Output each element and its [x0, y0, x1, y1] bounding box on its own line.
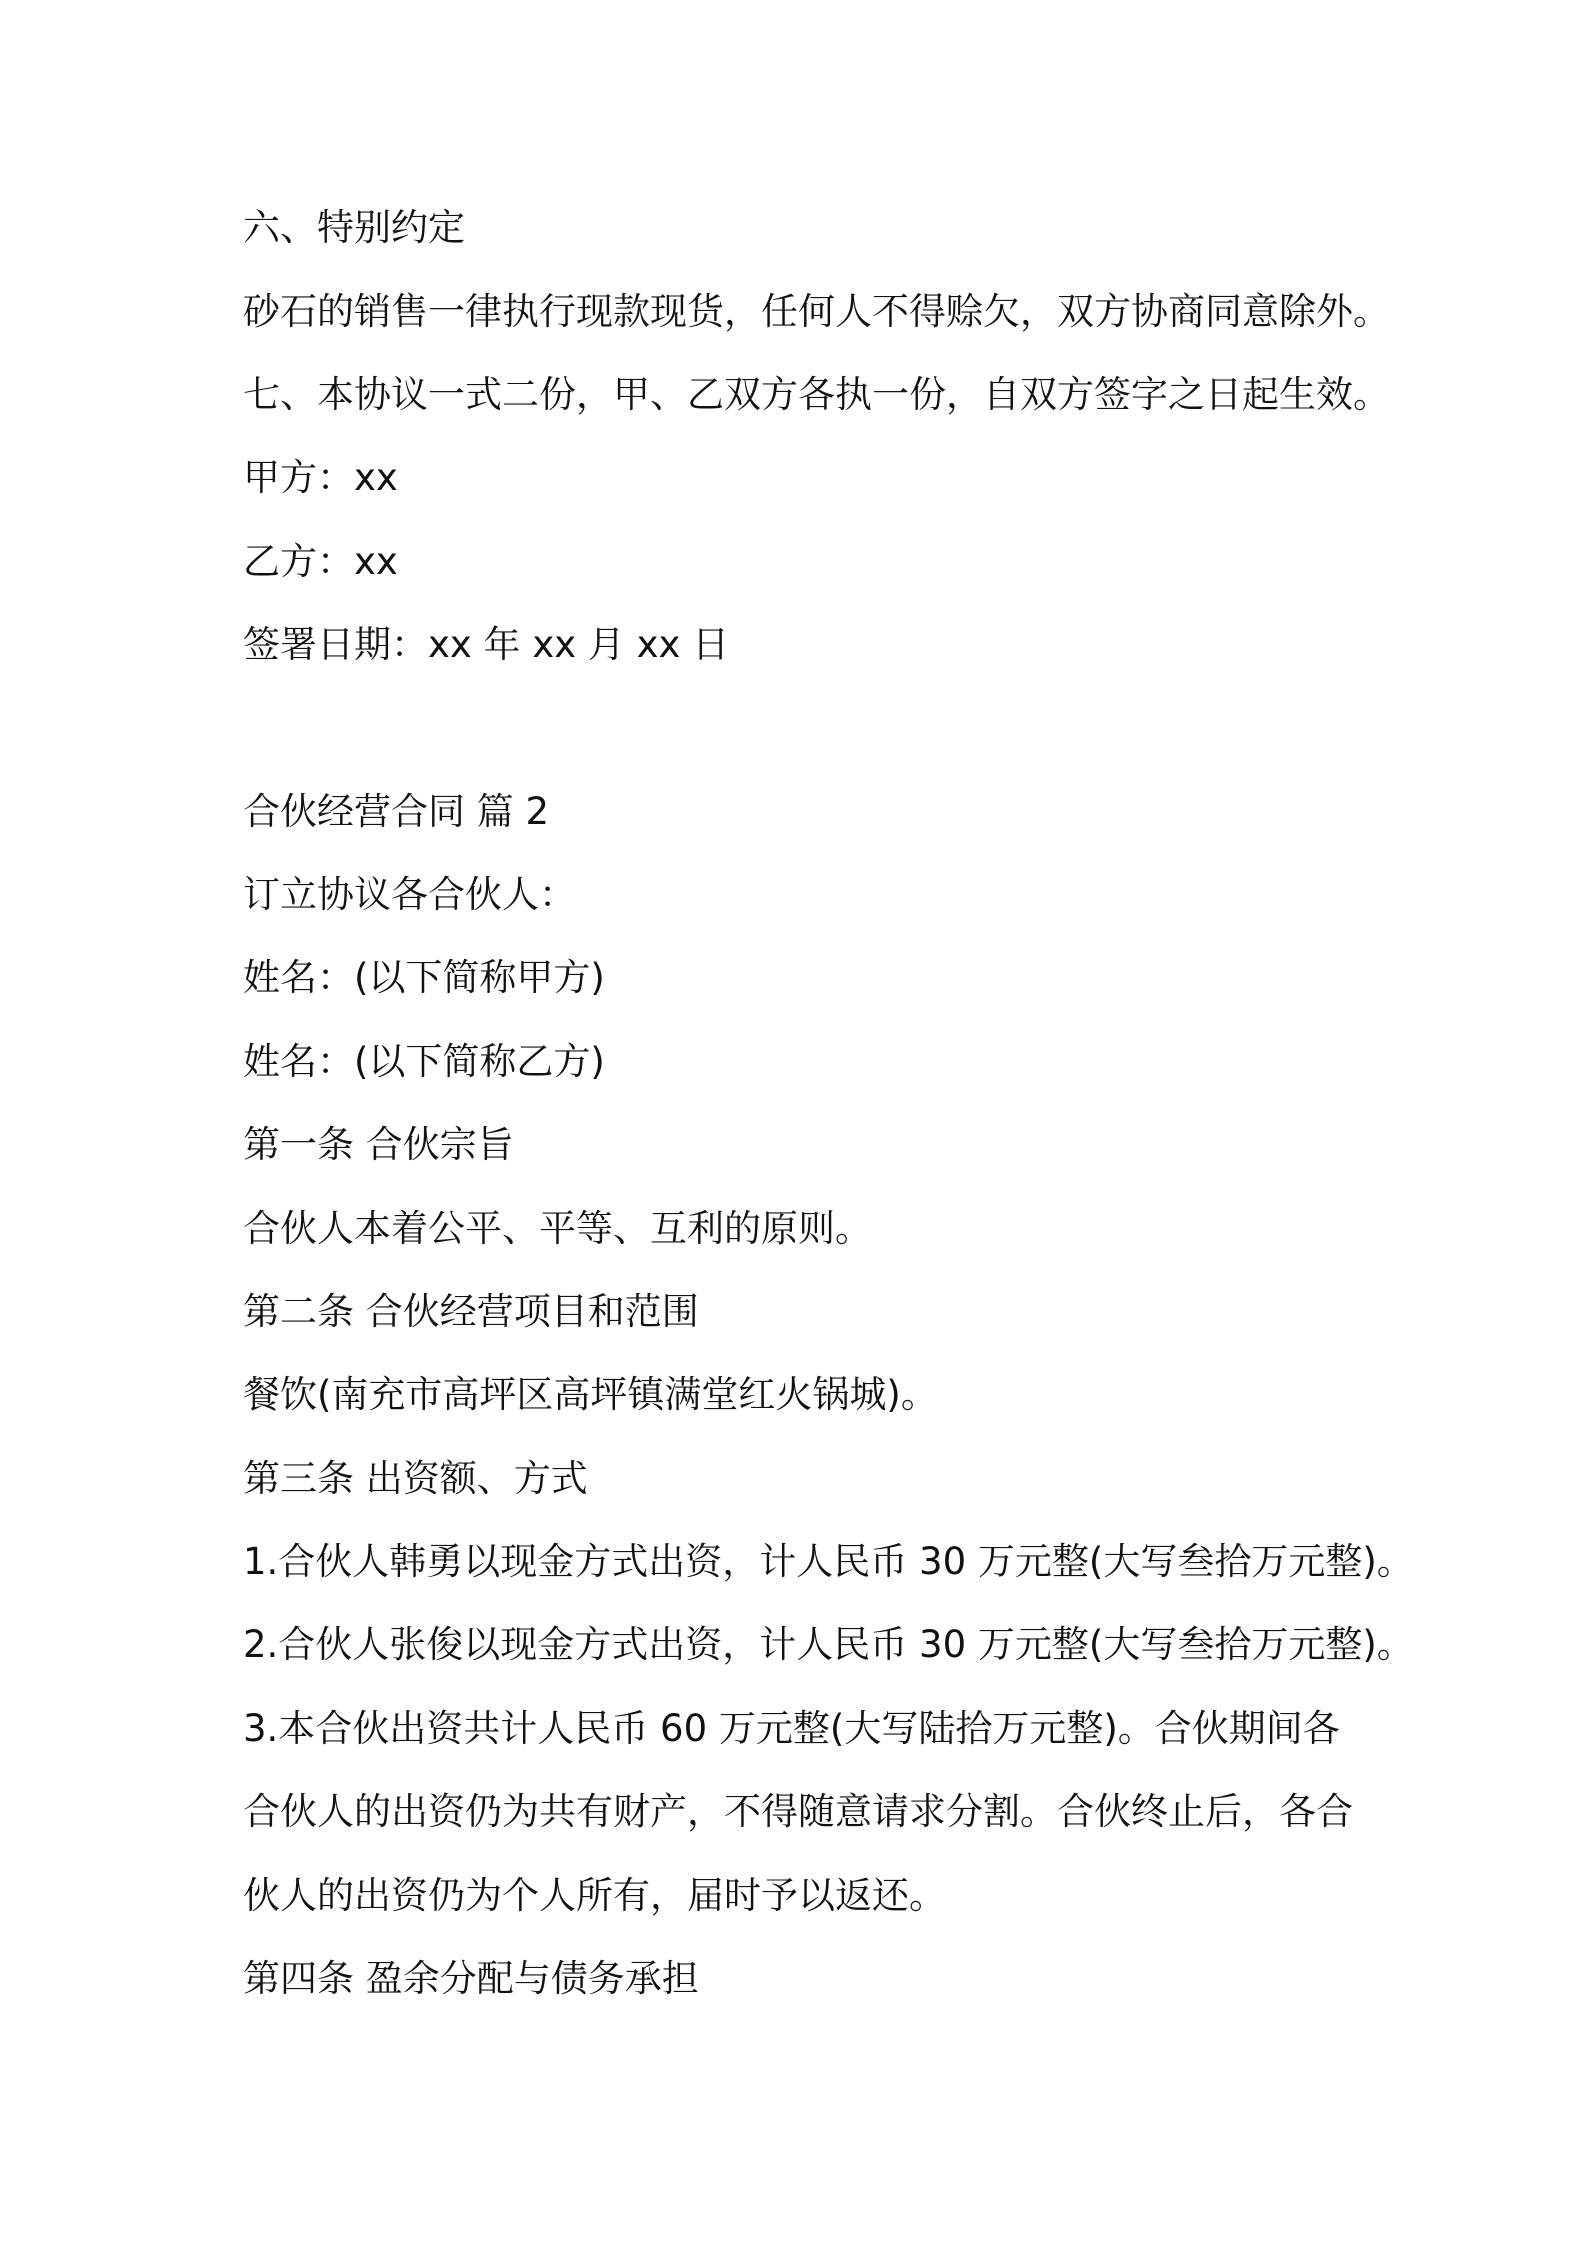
article-1-heading: 第一条 合伙宗旨	[243, 1123, 514, 1166]
article-4-heading: 第四条 盈余分配与债务承担	[243, 1957, 699, 2000]
party-a-line: 甲方：xx	[243, 456, 398, 499]
article-2-heading: 第二条 合伙经营项目和范围	[243, 1290, 699, 1333]
article-3-heading: 第三条 出资额、方式	[243, 1457, 588, 1500]
section-heading-special-terms: 六、特别约定	[243, 206, 465, 249]
article-3-item-3-line-1: 3.本合伙出资共计人民币 60 万元整(大写陆拾万元整)。合伙期间各	[243, 1707, 1340, 1750]
article-1-body: 合伙人本着公平、平等、互利的原则。	[243, 1207, 872, 1250]
contract-title-part-2: 合伙经营合同 篇 2	[243, 790, 550, 833]
article-3-item-1: 1.合伙人韩勇以现金方式出资，计人民币 30 万元整(大写叁拾万元整)。	[243, 1540, 1414, 1583]
article-2-body: 餐饮(南充市高坪区高坪镇满堂红火锅城)。	[243, 1373, 938, 1416]
article-3-item-3-line-3: 伙人的出资仍为个人所有，届时予以返还。	[243, 1874, 946, 1917]
article-3-item-3-line-2: 合伙人的出资仍为共有财产，不得随意请求分割。合伙终止后，各合	[243, 1790, 1353, 1833]
article-3-item-2: 2.合伙人张俊以现金方式出资，计人民币 30 万元整(大写叁拾万元整)。	[243, 1623, 1414, 1666]
partner-b-name-line: 姓名：(以下简称乙方)	[243, 1040, 605, 1083]
party-b-line: 乙方：xx	[243, 540, 398, 583]
paragraph-copies-effective: 七、本协议一式二份，甲、乙双方各执一份，自双方签字之日起生效。	[243, 373, 1390, 416]
partner-a-name-line: 姓名：(以下简称甲方)	[243, 956, 605, 999]
signing-date-line: 签署日期：xx 年 xx 月 xx 日	[243, 623, 730, 666]
partners-intro: 订立协议各合伙人：	[243, 873, 576, 916]
paragraph-sales-terms: 砂石的销售一律执行现款现货，任何人不得赊欠，双方协商同意除外。	[243, 290, 1390, 333]
